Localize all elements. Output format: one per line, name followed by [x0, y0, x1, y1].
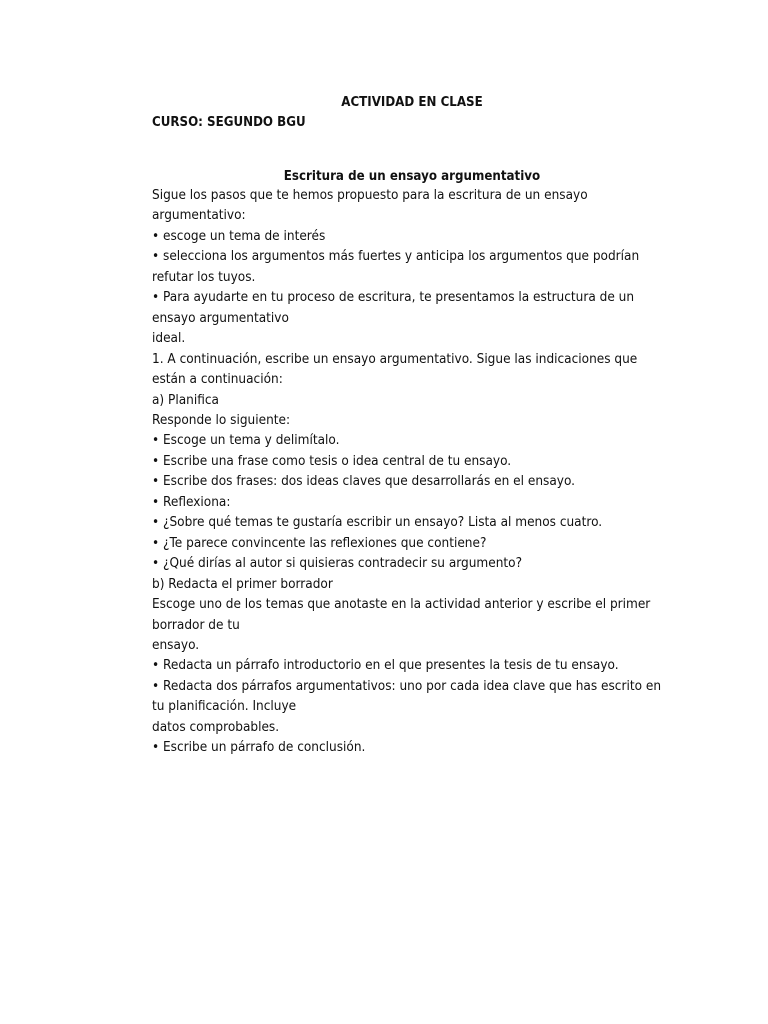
text-line: • Escribe una frase como tesis o idea central de tu ensayo. — [152, 453, 512, 469]
text-line: • Escoge un tema y delimítalo. — [152, 433, 340, 449]
text-line: borrador de tu — [152, 617, 240, 633]
text-line: • Para ayudarte en tu proceso de escritura, te presentamos la estructura de un — [152, 290, 635, 306]
text-line: 1. A continuación, escribe un ensayo argumentativo. Sigue las indicaciones que — [152, 351, 638, 367]
text-line: • ¿Qué dirías al autor si quisieras contradecir su argumento? — [152, 556, 523, 572]
text-line: • Redacta un párrafo introductorio en el que presentes la tesis de tu ensayo. — [152, 658, 619, 674]
text-line: refutar los tuyos. — [152, 269, 256, 285]
text-line: están a continuación: — [152, 372, 283, 388]
text-line: Sigue los pasos que te hemos propuesto para la escritura de un ensayo — [152, 188, 588, 203]
text-line: b) Redacta el primer borrador — [152, 576, 333, 592]
text-line: argumentativo: — [152, 208, 246, 224]
text-line: • Redacta dos párrafos argumentativos: uno por cada idea clave que has escrito en — [152, 678, 662, 694]
text-line: • ¿Sobre qué temas te gustaría escribir un ensayo? Lista al menos cuatro. — [152, 515, 603, 531]
document-title: ACTIVIDAD EN CLASE — [341, 94, 483, 110]
text-line: • ¿Te parece convincente las reflexiones que contiene? — [152, 535, 487, 551]
text-line: Responde lo siguiente: — [152, 412, 291, 428]
text-line: ensayo. — [152, 637, 200, 653]
document-subtitle: Escritura de un ensayo argumentativo — [283, 168, 541, 184]
text-line: tu planificación. Incluye — [152, 699, 297, 715]
document-body — [152, 186, 672, 759]
text-line: • selecciona los argumentos más fuertes y anticipa los argumentos que podrían — [152, 249, 640, 265]
document-page — [152, 92, 672, 759]
text-line: a) Planifica — [152, 392, 219, 408]
course-label: CURSO: SEGUNDO BGU — [152, 114, 306, 130]
text-line: • Reflexiona: — [152, 494, 231, 510]
text-line: • escoge un tema de interés — [152, 228, 326, 244]
text-line: • Escribe dos frases: dos ideas claves que desarrollarás en el ensayo. — [152, 474, 576, 490]
text-line: datos comprobables. — [152, 719, 280, 735]
text-line: ensayo argumentativo — [152, 310, 289, 326]
text-line: ideal. — [152, 331, 186, 347]
text-line: Escoge uno de los temas que anotaste en la actividad anterior y escribe el primer — [152, 597, 651, 613]
text-line: • Escribe un párrafo de conclusión. — [152, 740, 366, 756]
